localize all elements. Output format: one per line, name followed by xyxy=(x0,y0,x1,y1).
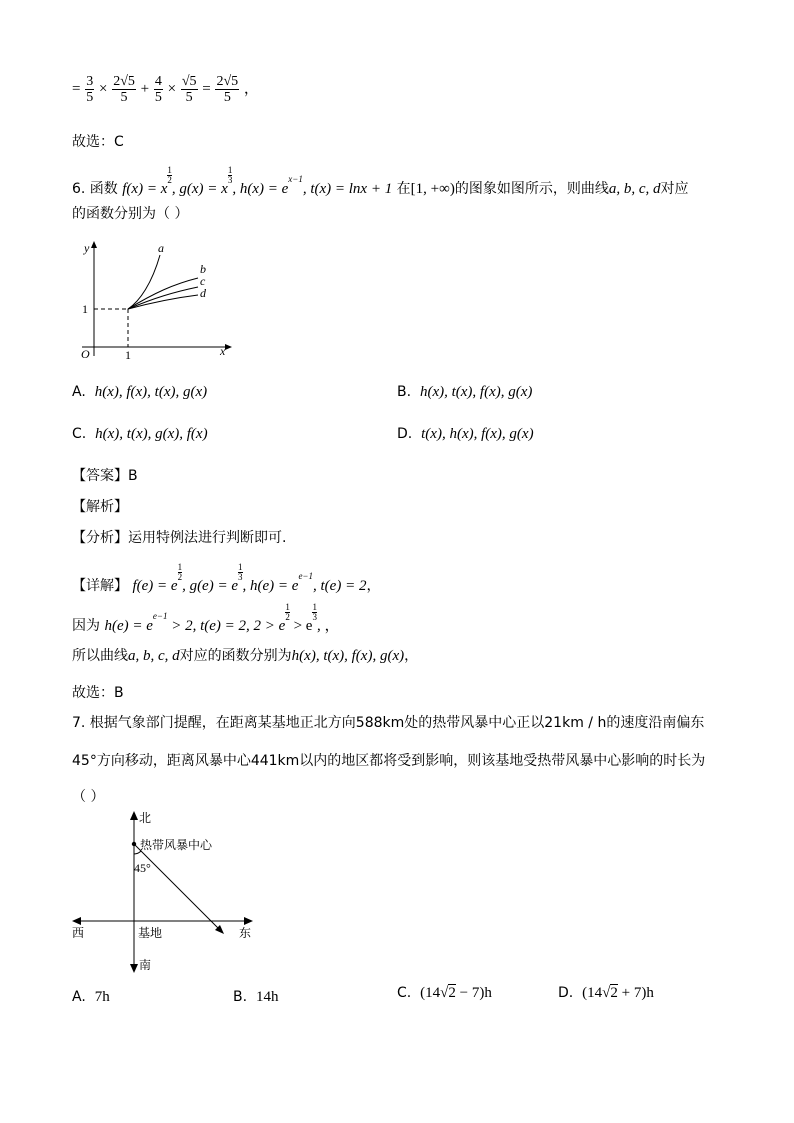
question-6-line-1: 6. 函数 f(x) = x $\frac{1}{2}$, g(x) = x $\frac{1}{3}$, $h(x) = e^{x-1}$, t(x) = lnx + 1 在[1, +∞)的图象如图所示，则曲线a, b, c, d对应 xyxy=(72,165,689,197)
q7-option-d[interactable]: D. (14√2 + 7)h xyxy=(558,985,654,1001)
west-arrow xyxy=(72,917,81,925)
function-graph xyxy=(74,238,244,363)
option-b[interactable]: B. h(x), t(x), f(x), g(x) xyxy=(397,384,533,400)
answer-5: 故选：C xyxy=(72,134,124,150)
storm-path xyxy=(134,844,222,932)
q7-option-c[interactable]: C. (14√2 − 7)h xyxy=(397,985,492,1001)
sqrt-sign: √ xyxy=(602,985,611,1001)
equals-sign: = xyxy=(72,80,81,97)
curve-label-c: c xyxy=(200,274,206,288)
east-arrow xyxy=(244,917,253,925)
final-answer-6: 故选：B xyxy=(72,685,124,701)
fraction: $\frac{2√5}{5}$ xyxy=(113,74,135,105)
fraction: $\frac{√5}{5}$ xyxy=(181,74,197,105)
fraction: $\frac{2√5}{5}$ xyxy=(216,74,239,105)
top-equation: = $\frac{3}{5}$ × $\frac{2√5}{5}$ + $\frac{4}{5}$ × $\frac{√5}{5}$ = $\frac{2√5}{5}$ ， xyxy=(72,74,259,105)
curve-label-b: b xyxy=(200,262,206,276)
y-axis-arrow xyxy=(91,241,97,248)
q7-option-a[interactable]: A. 7h xyxy=(72,989,110,1005)
analysis-tag: 【解析】 xyxy=(72,499,128,515)
question-7-line-2: 45°方向移动，距离风暴中心441km以内的地区都将受到影响，则该基地受热带风暴中心影响的时长为 xyxy=(72,753,706,769)
because-line: 因为 $h(e) = e^{e-1} > 2$, t(e) = 2, 2 > e $\frac{1}{2} > e$ $\frac{1}{3}$, ， xyxy=(72,602,340,634)
q7-option-b[interactable]: B. 14h xyxy=(233,989,279,1005)
y-tick-label: 1 xyxy=(82,302,88,316)
x-axis-label: x xyxy=(220,344,226,358)
east-label: 东 xyxy=(239,926,252,940)
base-label: 基地 xyxy=(138,926,163,940)
sqrt-sign: √ xyxy=(440,985,449,1001)
option-c[interactable]: C. h(x), t(x), g(x), f(x) xyxy=(72,426,208,442)
x-axis-arrow xyxy=(225,344,232,350)
north-arrow xyxy=(130,811,138,820)
south-arrow xyxy=(130,964,138,973)
xiangjie-line: 【详解】 f(e) = e $\frac{1}{2}$, g(e) = e $\frac{1}{3}$, $h(e) = e^{e-1}$, t(e) = 2， xyxy=(72,562,381,594)
fraction: $\frac{3}{5}$ xyxy=(86,74,94,105)
so-line: 所以曲线a, b, c, d对应的函数分别为h(x), t(x), f(x), g(x)， xyxy=(72,648,419,664)
origin-label: O xyxy=(81,347,90,361)
storm-label: 热带风暴中心 xyxy=(140,838,213,852)
option-a[interactable]: A. h(x), f(x), t(x), g(x) xyxy=(72,384,208,400)
south-label: 南 xyxy=(139,958,152,972)
option-d[interactable]: D. t(x), h(x), f(x), g(x) xyxy=(397,426,534,442)
curve-label-d: d xyxy=(200,286,206,300)
compass-diagram xyxy=(70,808,270,976)
y-axis-label: y xyxy=(84,241,90,255)
fraction: $\frac{4}{5}$ xyxy=(154,74,162,105)
answer-line: 【答案】B xyxy=(72,468,138,484)
curve-d xyxy=(128,295,198,309)
x-tick-label: 1 xyxy=(125,348,131,362)
question-7-line-1: 7. 根据气象部门提醒，在距离某基地正北方向588km处的热带风暴中心正以21km / h的速度沿南偏东 xyxy=(72,715,705,731)
fenxi-line: 【分析】运用特例法进行判断即可. xyxy=(72,530,287,546)
angle-label: 45° xyxy=(134,861,151,875)
question-6-line-2: 的函数分别为（ ） xyxy=(72,206,189,222)
curve-a xyxy=(128,255,160,309)
north-label: 北 xyxy=(139,811,152,825)
curve-label-a: a xyxy=(158,241,164,255)
question-7-line-3: （ ） xyxy=(72,789,105,805)
west-label: 西 xyxy=(72,926,85,940)
